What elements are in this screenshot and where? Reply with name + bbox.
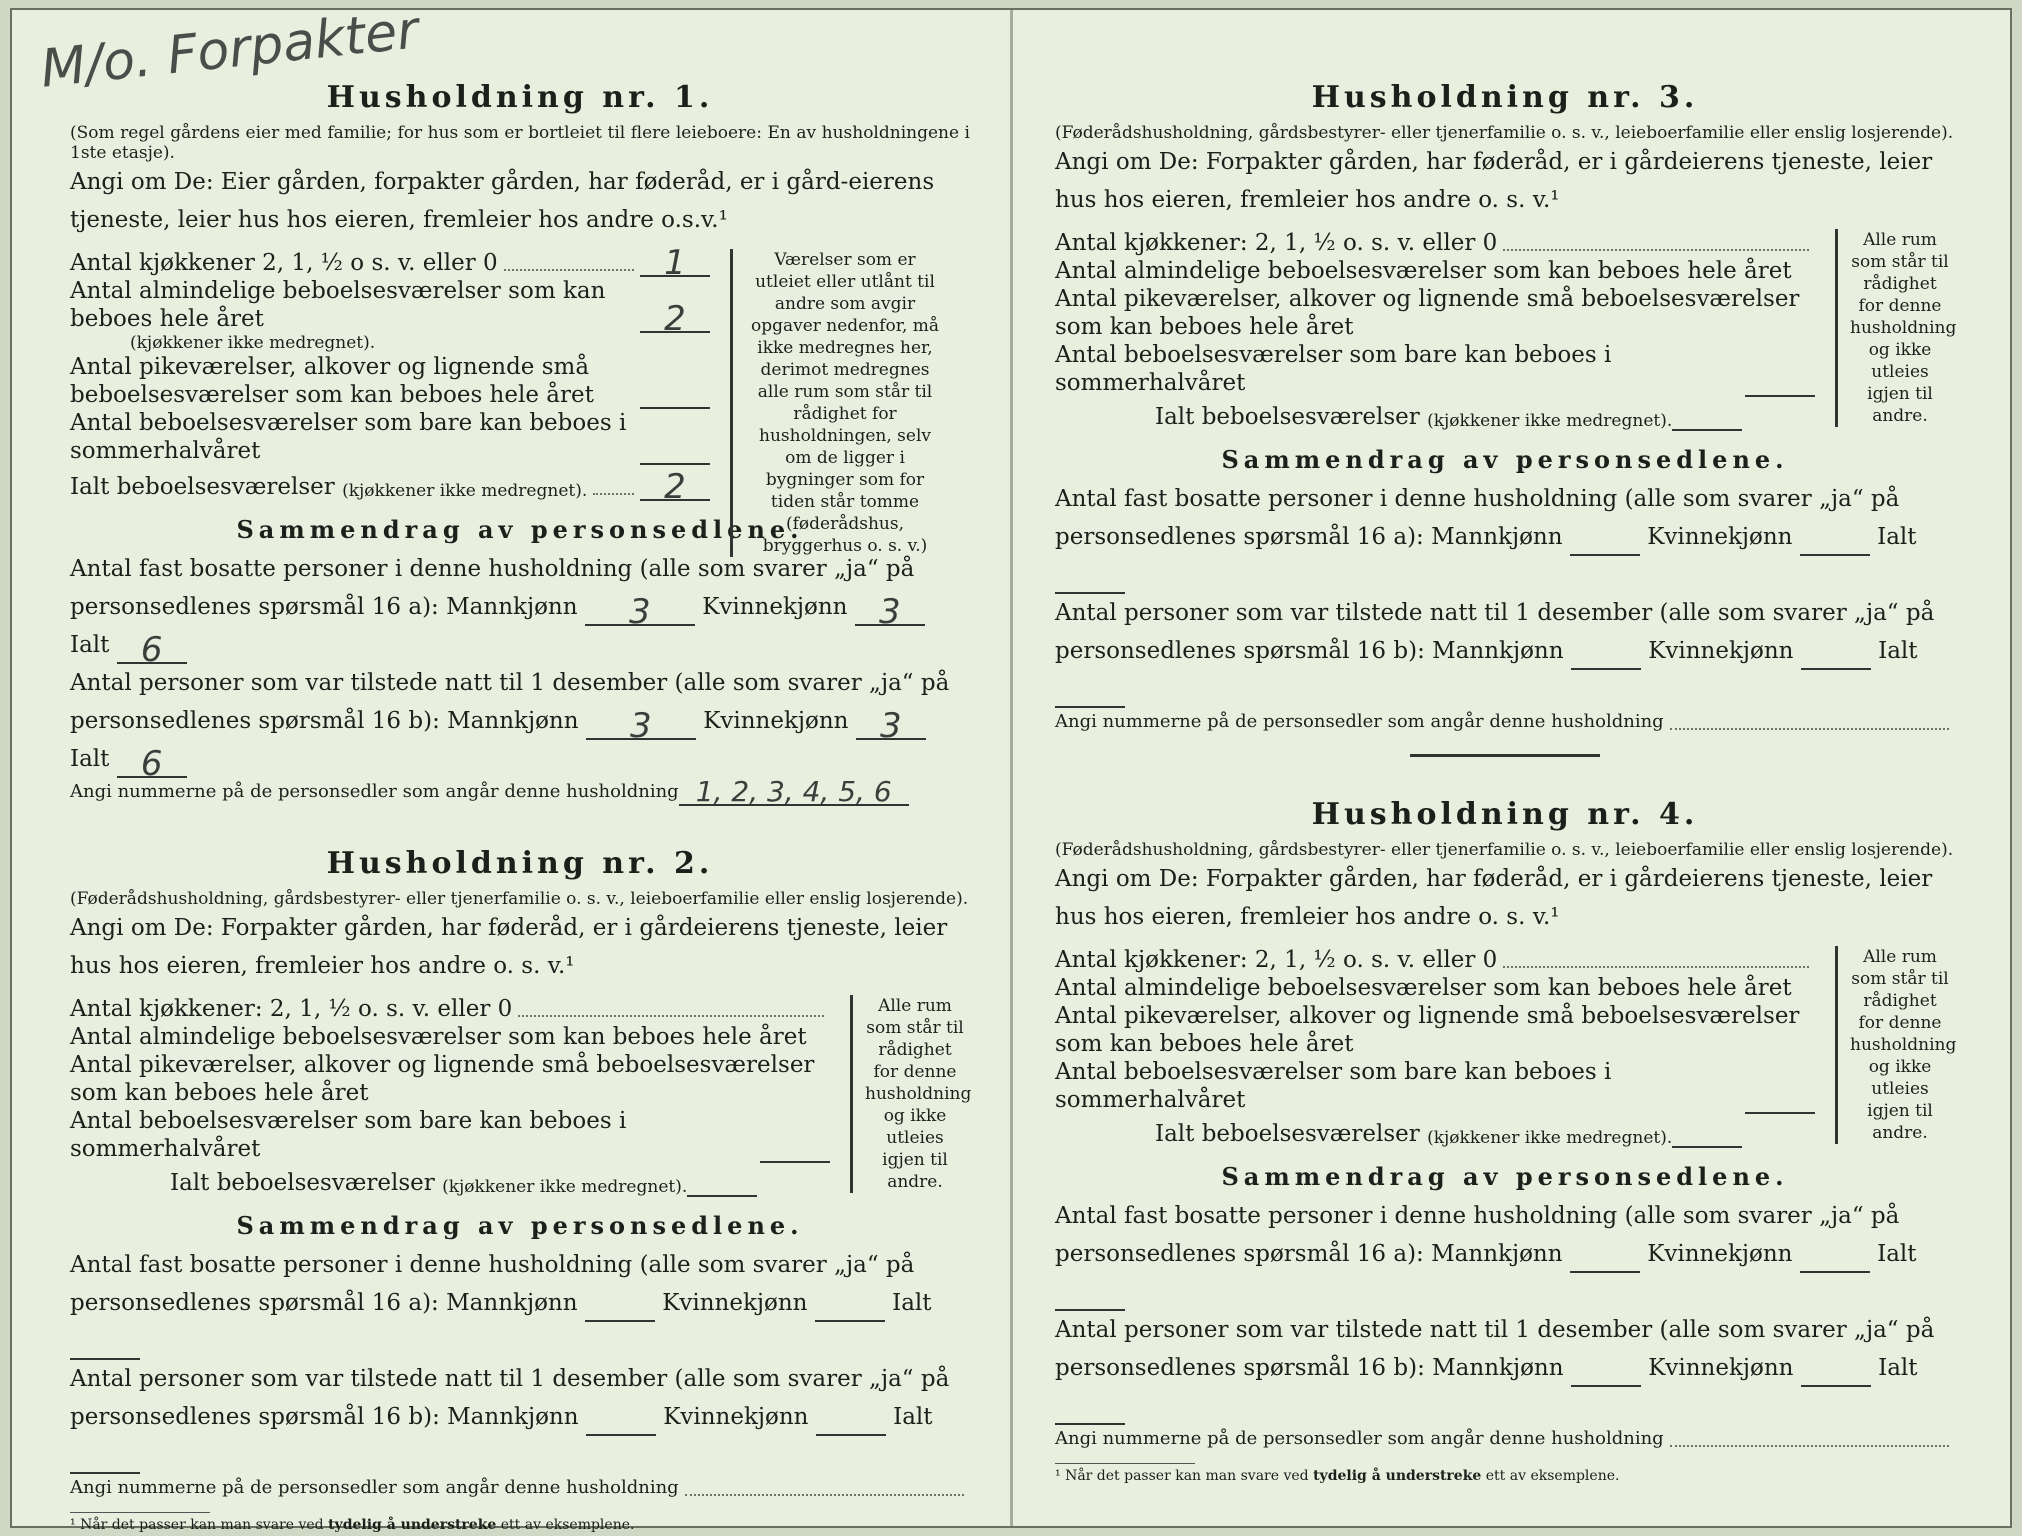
- household-1: [70, 80, 970, 806]
- h4-16b-female[interactable]: [1801, 1361, 1871, 1387]
- h4-16a-female[interactable]: [1800, 1247, 1870, 1273]
- household-2-rooms: [70, 995, 970, 1197]
- small-rooms-value[interactable]: [640, 383, 710, 409]
- handwritten-header: M/o. Forpakter: [37, 0, 422, 100]
- kitchens-value[interactable]: 1: [640, 251, 710, 277]
- h4-16a-male[interactable]: [1570, 1247, 1640, 1273]
- household-1-room-counts: [70, 243, 710, 507]
- household-1-side-note: Værelser som er utleiet eller utlånt til andre som avgir opgaver nedenfor, må ikke medregnes her, derimot medregnes alle rum som står til rådighet for husholdningen, selv om de ligger i bygninger som for tiden står tomme (føderådshus, bryggerhus o. s. v.): [730, 249, 945, 557]
- household-2-room-counts: Antal kjøkkener: 2, 1, ½ o. s. v. eller 0 Antal almindelige beboelsesværelser som kan beboes hele året Antal pikeværelser, alkover og lignende små beboelsesværelser som kan beboes hele året Antal beboelsesværelser som bare kan beboes i sommerhalvåret Ialt beboelsesværelser (kjøkkener ikke medregnet).: [70, 995, 830, 1197]
- h2-summer-rooms[interactable]: [760, 1137, 830, 1163]
- h2-16b-female[interactable]: [816, 1410, 886, 1436]
- h3-16b-total[interactable]: [1055, 682, 1125, 708]
- ordinary-rooms-sub: (kjøkkener ikke medregnet).: [130, 333, 376, 353]
- h4-summer-rooms[interactable]: [1745, 1088, 1815, 1114]
- household-1-status-question: Angi om De: Eier gården, forpakter gården, har føderåd, er i gård-eierens tjeneste, leier hus hos eieren, fremleier hos andre o.s.v.¹: [70, 169, 935, 233]
- h1-16a-female[interactable]: 3: [855, 600, 925, 626]
- h3-summer-rooms[interactable]: [1745, 371, 1815, 397]
- h3-16a-female[interactable]: [1800, 530, 1870, 556]
- household-4-summary-title: Sammendrag av personsedlene.: [1221, 1162, 1789, 1191]
- h3-16a-total[interactable]: [1055, 568, 1125, 594]
- h1-16b-female[interactable]: 3: [856, 714, 926, 740]
- total-rooms-value[interactable]: 2: [640, 475, 710, 501]
- household-2-status-question: Angi om De: Forpakter gården, har føderåd, er i gårdeierens tjeneste, leier hus hos eieren, fremleier hos andre o. s. v.¹: [70, 915, 948, 979]
- household-2-summary-title: Sammendrag av personsedlene.: [236, 1211, 804, 1240]
- household-3-side-note: Alle rum som står til rådighet for denne husholdning og ikke utleies igjen til andre.: [1835, 229, 1950, 427]
- row-total-rooms: Ialt beboelsesværelser (kjøkkener ikke medregnet). 2: [70, 473, 710, 501]
- footnote-left: ¹ Når det passer kan man svare ved tydelig å understreke ett av eksemplene.: [70, 1512, 210, 1533]
- household-1-summary-title: Sammendrag av personsedlene.: [236, 515, 804, 544]
- h2-16a-female[interactable]: [815, 1296, 885, 1322]
- h4-16b-total[interactable]: [1055, 1399, 1125, 1425]
- row-kitchens: Antal kjøkkener 2, 1, ½ o s. v. eller 0 1: [70, 249, 710, 277]
- household-2-side-note: Alle rum som står til rådighet for denne husholdning og ikke utleies igjen til andre.: [850, 995, 965, 1193]
- household-4-title: Husholdning nr. 4.: [1311, 797, 1699, 832]
- row-small-rooms: Antal pikeværelser, alkover og lignende små beboelsesværelser som kan beboes hele året: [70, 353, 710, 409]
- left-page: [70, 40, 970, 1533]
- ordinary-rooms-value[interactable]: 2: [640, 307, 710, 333]
- household-1-note: (Som regel gårdens eier med familie; for hus som er bortleiet til flere leieboere: En av husholdningene i 1ste etasje).: [70, 123, 970, 163]
- h2-16a-total[interactable]: [70, 1334, 140, 1360]
- household-3-note: (Føderådshusholdning, gårdsbestyrer- eller tjenerfamilie o. s. v., leieboerfamilie eller enslig losjerende).: [1055, 123, 1954, 143]
- h4-16b-male[interactable]: [1571, 1361, 1641, 1387]
- row-ordinary-rooms: Antal almindelige beboelsesværelser som kan beboes hele året 2: [70, 277, 710, 333]
- h4-16a-total[interactable]: [1055, 1285, 1125, 1311]
- household-1-title: Husholdning nr. 1.: [326, 80, 714, 115]
- h3-16a-male[interactable]: [1570, 530, 1640, 556]
- household-1-numbers: Angi nummerne på de personsedler som angår denne husholdning 1, 2, 3, 4, 5, 6: [70, 778, 970, 806]
- household-3-summary-title: Sammendrag av personsedlene.: [1221, 445, 1789, 474]
- household-2-title: Husholdning nr. 2.: [326, 846, 714, 881]
- h4-total-rooms[interactable]: [1672, 1122, 1742, 1148]
- household-4-status-question: Angi om De: Forpakter gården, har føderåd, er i gårdeierens tjeneste, leier hus hos eieren, fremleier hos andre o. s. v.¹: [1055, 866, 1933, 930]
- page-fold: [1010, 10, 1013, 1526]
- household-3-title: Husholdning nr. 3.: [1311, 80, 1699, 115]
- household-2: Husholdning nr. 2. (Føderådshusholdning, gårdsbestyrer- eller tjenerfamilie o. s. v., leieboerfamilie eller enslig losjerende). Angi om De: Forpakter gården, har føderåd, er i gårdeierens tjeneste, leier hus hos eieren, fremleier hos andre o. s. v.¹ Antal kjøkkener: 2, 1, ½ o. s. v. eller 0 Antal almindelige beboelsesværelser som kan beboes hele året Antal pikeværelser, alkover og lignende små beboelsesværelser som kan beboes hele året Antal beboelsesværelser som bare kan beboes i sommerhalvåret Ialt beboelsesværelser (kjøkkener ikke medregnet). Alle rum som står til rådighet for denne husholdning og ikke utleies igjen til andre. Sammendrag av personsedlene. Antal fast bosatte personer i denne husholdning (alle som svarer „ja“ på personsedlenes spørsmål 16 a): Mannkjønn Kvinnekjønn Ialt Antal personer som var tilstede natt til 1 desember (alle som svarer „ja“ på personsedlenes spørsmål 16 b): Mannkjønn Kvinnekjønn Ialt Angi nummerne på de personsedler som angår denne husholdning ¹ Når det passer kan man svare ved tydelig å understreke ett av eksemplene.: [70, 846, 972, 1533]
- h2-16b-total[interactable]: [70, 1448, 140, 1474]
- h1-16a-male[interactable]: 3: [585, 600, 695, 626]
- h3-16b-female[interactable]: [1801, 644, 1871, 670]
- household-2-note: (Føderådshusholdning, gårdsbestyrer- eller tjenerfamilie o. s. v., leieboerfamilie eller enslig losjerende).: [70, 889, 969, 909]
- h1-16b-male[interactable]: 3: [586, 714, 696, 740]
- household-1-16a: Antal fast bosatte personer i denne husholdning (alle som svarer „ja“ på personsedlenes spørsmål 16 a): Mannkjønn 3 Kvinnekjønn 3 Ialt 6: [70, 550, 970, 664]
- h2-total-rooms[interactable]: [687, 1171, 757, 1197]
- right-page: [1055, 40, 1955, 1484]
- h1-16b-total[interactable]: 6: [117, 752, 187, 778]
- household-1-16b: Antal personer som var tilstede natt til 1 desember (alle som svarer „ja“ på personsedlenes spørsmål 16 b): Mannkjønn 3 Kvinnekjønn 3 Ialt 6: [70, 670, 950, 784]
- household-4-side-note: Alle rum som står til rådighet for denne husholdning og ikke utleies igjen til andre.: [1835, 946, 1950, 1144]
- h2-16a-male[interactable]: [585, 1296, 655, 1322]
- h3-16b-male[interactable]: [1571, 644, 1641, 670]
- section-separator: [1410, 754, 1600, 757]
- row-summer-rooms: Antal beboelsesværelser som bare kan beboes i sommerhalvåret: [70, 409, 710, 465]
- footnote-right: ¹ Når det passer kan man svare ved tydelig å understreke ett av eksemplene.: [1055, 1463, 1195, 1484]
- h2-16b-male[interactable]: [586, 1410, 656, 1436]
- h3-total-rooms[interactable]: [1672, 405, 1742, 431]
- household-3: Husholdning nr. 3. (Føderådshusholdning, gårdsbestyrer- eller tjenerfamilie o. s. v., leieboerfamilie eller enslig losjerende). Angi om De: Forpakter gården, har føderåd, er i gårdeierens tjeneste, leier hus hos eieren, fremleier hos andre o. s. v.¹ Antal kjøkkener: 2, 1, ½ o. s. v. eller 0 Antal almindelige beboelsesværelser som kan beboes hele året Antal pikeværelser, alkover og lignende små beboelsesværelser som kan beboes hele året Antal beboelsesværelser som bare kan beboes i sommerhalvåret Ialt beboelsesværelser (kjøkkener ikke medregnet). Alle rum som står til rådighet for denne husholdning og ikke utleies igjen til andre. Sammendrag av personsedlene. Antal fast bosatte personer i denne husholdning (alle som svarer „ja“ på personsedlenes spørsmål 16 a): Mannkjønn Kvinnekjønn Ialt Antal personer som var tilstede natt til 1 desember (alle som svarer „ja“ på personsedlenes spørsmål 16 b): Mannkjønn Kvinnekjønn Ialt Angi nummerne på de personsedler som angår denne husholdning: [1055, 80, 1955, 757]
- h1-16a-total[interactable]: 6: [117, 638, 187, 664]
- household-3-status-question: Angi om De: Forpakter gården, har føderåd, er i gårdeierens tjeneste, leier hus hos eieren, fremleier hos andre o. s. v.¹: [1055, 149, 1933, 213]
- h1-numbers-value[interactable]: 1, 2, 3, 4, 5, 6: [679, 780, 909, 806]
- household-4-note: (Føderådshusholdning, gårdsbestyrer- eller tjenerfamilie o. s. v., leieboerfamilie eller enslig losjerende).: [1055, 840, 1954, 860]
- household-4: Husholdning nr. 4. (Føderådshusholdning, gårdsbestyrer- eller tjenerfamilie o. s. v., leieboerfamilie eller enslig losjerende). Angi om De: Forpakter gården, har føderåd, er i gårdeierens tjeneste, leier hus hos eieren, fremleier hos andre o. s. v.¹ Antal kjøkkener: 2, 1, ½ o. s. v. eller 0 Antal almindelige beboelsesværelser som kan beboes hele året Antal pikeværelser, alkover og lignende små beboelsesværelser som kan beboes hele året Antal beboelsesværelser som bare kan beboes i sommerhalvåret Ialt beboelsesværelser (kjøkkener ikke medregnet). Alle rum som står til rådighet for denne husholdning og ikke utleies igjen til andre. Sammendrag av personsedlene. Antal fast bosatte personer i denne husholdning (alle som svarer „ja“ på personsedlenes spørsmål 16 a): Mannkjønn Kvinnekjønn Ialt Antal personer som var tilstede natt til 1 desember (alle som svarer „ja“ på personsedlenes spørsmål 16 b): Mannkjønn Kvinnekjønn Ialt Angi nummerne på de personsedler som angår denne husholdning ¹ Når det passer kan man svare ved tydelig å understreke ett av eksemplene.: [1055, 797, 1957, 1484]
- summer-rooms-value[interactable]: [640, 439, 710, 465]
